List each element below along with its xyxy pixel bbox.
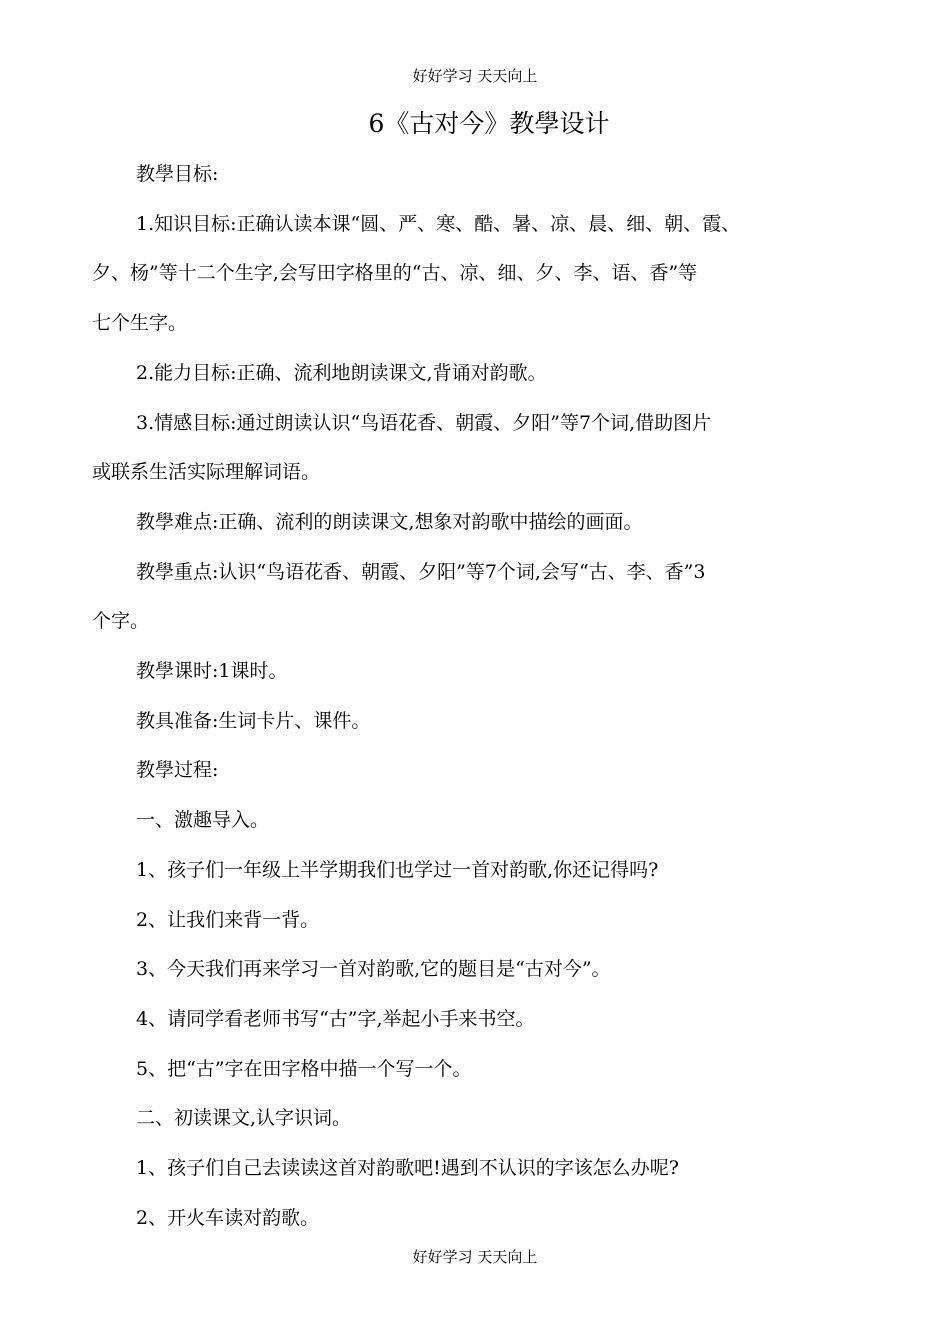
section-1-item-2: 2、让我们来背一背。 (136, 908, 320, 931)
section-2-heading: 二、初读课文,认字识词。 (136, 1107, 352, 1130)
section-1-heading: 一、激趣导入。 (136, 809, 270, 832)
objective-1-line-3: 七个生字。 (92, 312, 188, 335)
section-1-item-1: 1、孩子们一年级上半学期我们也学过一首对韵歌,你还记得吗? (136, 858, 659, 881)
document-title: 6《古对今》教學设计 (368, 109, 610, 138)
objective-1-line-2: 夕、杨”等十二个生字,会写田字格里的“古、凉、细、夕、李、语、香”等 (92, 262, 698, 285)
document-body (92, 150, 862, 1243)
objective-3-line-1: 3.情感目标:通过朗读认识“鸟语花香、朝霞、夕阳”等7个词,借助图片 (136, 411, 712, 434)
teaching-difficulty: 教學难点:正确、流利的朗读课文,想象对韵歌中描绘的画面。 (136, 510, 643, 533)
process-heading: 教學过程: (136, 759, 219, 782)
objective-2: 2.能力目标:正确、流利地朗读课文,背诵对韵歌。 (136, 361, 547, 384)
teaching-key-point-line-1: 教學重点:认识“鸟语花香、朝霞、夕阳”等7个词,会写“古、李、香”3 (136, 560, 706, 583)
objective-3-line-2: 或联系生活实际理解词语。 (92, 461, 321, 484)
section-1-item-3: 3、今天我们再来学习一首对韵歌,它的题目是“古对今”。 (136, 958, 611, 981)
objectives-heading: 教學目标: (136, 163, 219, 185)
objective-1-line-1: 1.知识目标:正确认读本课“圆、严、寒、酷、暑、凉、晨、细、朝、霞、 (136, 212, 741, 235)
section-2-item-2: 2、开火车读对韵歌。 (136, 1206, 320, 1229)
teaching-key-point-line-2: 个字。 (92, 610, 150, 633)
page-header: 好好学习 天天向上 (412, 67, 538, 85)
section-1-item-5: 5、把“古”字在田字格中描一个写一个。 (136, 1057, 472, 1080)
page-footer: 好好学习 天天向上 (412, 1248, 538, 1266)
lesson-hours: 教學课时:1课时。 (136, 660, 288, 683)
teaching-materials: 教具准备:生词卡片、课件。 (136, 709, 371, 732)
section-1-item-4: 4、请同学看老师书写“古”字,举起小手来书空。 (136, 1007, 535, 1030)
section-2-item-1: 1、孩子们自己去读读这首对韵歌吧!遇到不认识的字该怎么办呢? (136, 1157, 679, 1180)
